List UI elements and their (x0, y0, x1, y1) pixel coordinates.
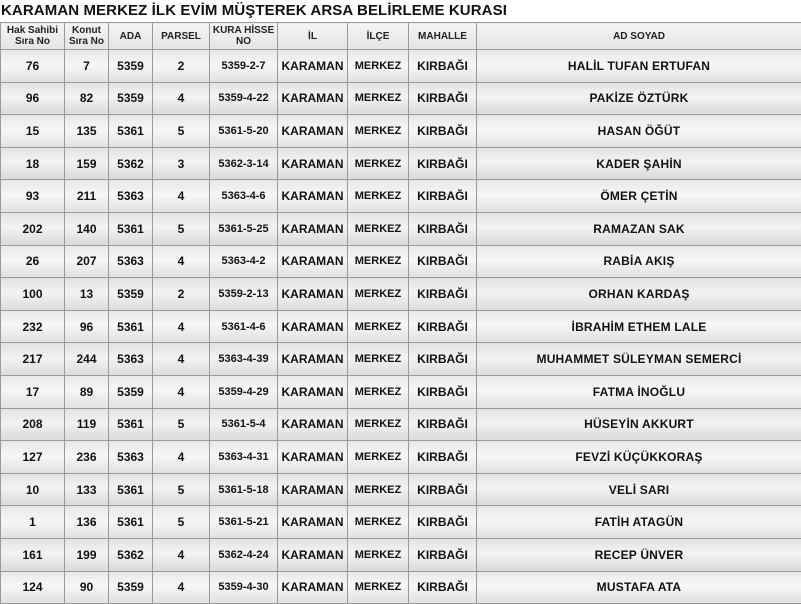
table-row (1, 212, 801, 245)
cell-ada: 5361 (109, 473, 153, 506)
cell-ilce: MERKEZ (348, 473, 409, 506)
header-label-line1: Hak Sahibi (7, 25, 58, 36)
cell-il: KARAMAN (278, 408, 348, 441)
cell-mahalle: KIRBAĞI (409, 538, 477, 571)
cell-konut-sira-no: 119 (65, 408, 109, 441)
cell-kura-hisse-no: 5361-5-20 (210, 115, 278, 148)
cell-hak-sahibi-sira-no: 76 (1, 50, 65, 83)
cell-il: KARAMAN (278, 278, 348, 311)
cell-il: KARAMAN (278, 310, 348, 343)
cell-ad-soyad: MUHAMMET SÜLEYMAN SEMERCİ (477, 343, 801, 376)
cell-mahalle: KIRBAĞI (409, 310, 477, 343)
cell-ilce: MERKEZ (348, 82, 409, 115)
header-label-line1: Konut (72, 25, 101, 36)
table-row (1, 473, 801, 506)
cell-ad-soyad: KADER ŞAHİN (477, 147, 801, 180)
cell-il: KARAMAN (278, 441, 348, 474)
header-mahalle (409, 23, 477, 50)
table-row (1, 245, 801, 278)
cell-kura-hisse-no: 5359-2-7 (210, 50, 278, 83)
cell-hak-sahibi-sira-no: 100 (1, 278, 65, 311)
table-row (1, 82, 801, 115)
document-title: KARAMAN MERKEZ İLK EVİM MÜŞTEREK ARSA BELİRLEME KURASI (0, 0, 801, 22)
header-label-line1: İLÇE (367, 31, 390, 42)
cell-parsel: 4 (153, 343, 210, 376)
header-label-line2: Sıra No (15, 36, 50, 47)
cell-kura-hisse-no: 5361-5-18 (210, 473, 278, 506)
header-ad-soyad (477, 23, 801, 50)
cell-hak-sahibi-sira-no: 17 (1, 375, 65, 408)
header-label-line2: NO (236, 36, 251, 47)
table-row (1, 343, 801, 376)
header-hak-sahibi-sira-no (1, 23, 65, 50)
cell-parsel: 3 (153, 147, 210, 180)
cell-ada: 5359 (109, 278, 153, 311)
cell-ilce: MERKEZ (348, 408, 409, 441)
cell-ad-soyad: ÖMER ÇETİN (477, 180, 801, 213)
cell-il: KARAMAN (278, 375, 348, 408)
table-row (1, 310, 801, 343)
cell-parsel: 4 (153, 571, 210, 604)
cell-konut-sira-no: 211 (65, 180, 109, 213)
cell-ad-soyad: FATİH ATAGÜN (477, 506, 801, 539)
cell-kura-hisse-no: 5363-4-2 (210, 245, 278, 278)
cell-ilce: MERKEZ (348, 180, 409, 213)
cell-mahalle: KIRBAĞI (409, 506, 477, 539)
cell-parsel: 4 (153, 310, 210, 343)
cell-hak-sahibi-sira-no: 15 (1, 115, 65, 148)
cell-hak-sahibi-sira-no: 26 (1, 245, 65, 278)
cell-mahalle: KIRBAĞI (409, 115, 477, 148)
header-ada (109, 23, 153, 50)
cell-kura-hisse-no: 5362-4-24 (210, 538, 278, 571)
cell-kura-hisse-no: 5359-4-30 (210, 571, 278, 604)
cell-ilce: MERKEZ (348, 506, 409, 539)
cell-kura-hisse-no: 5361-5-21 (210, 506, 278, 539)
cell-hak-sahibi-sira-no: 18 (1, 147, 65, 180)
cell-konut-sira-no: 140 (65, 212, 109, 245)
cell-parsel: 2 (153, 50, 210, 83)
cell-mahalle: KIRBAĞI (409, 212, 477, 245)
table-row (1, 441, 801, 474)
header-kura-hisse-no (210, 23, 278, 50)
table-row (1, 278, 801, 311)
table-row (1, 180, 801, 213)
cell-parsel: 2 (153, 278, 210, 311)
cell-ada: 5361 (109, 212, 153, 245)
cell-hak-sahibi-sira-no: 10 (1, 473, 65, 506)
cell-ilce: MERKEZ (348, 278, 409, 311)
cell-il: KARAMAN (278, 473, 348, 506)
cell-konut-sira-no: 7 (65, 50, 109, 83)
header-label-line1: AD SOYAD (613, 31, 665, 42)
cell-konut-sira-no: 96 (65, 310, 109, 343)
cell-ad-soyad: HÜSEYİN AKKURT (477, 408, 801, 441)
cell-ad-soyad: RABİA AKIŞ (477, 245, 801, 278)
cell-konut-sira-no: 82 (65, 82, 109, 115)
header-label-line1: İL (308, 31, 317, 42)
cell-hak-sahibi-sira-no: 124 (1, 571, 65, 604)
cell-ada: 5362 (109, 147, 153, 180)
table-row (1, 375, 801, 408)
header-label-line1: MAHALLE (418, 31, 467, 42)
cell-mahalle: KIRBAĞI (409, 408, 477, 441)
cell-parsel: 4 (153, 180, 210, 213)
cell-ilce: MERKEZ (348, 50, 409, 83)
cell-ada: 5359 (109, 50, 153, 83)
cell-ada: 5359 (109, 375, 153, 408)
cell-konut-sira-no: 135 (65, 115, 109, 148)
cell-ada: 5362 (109, 538, 153, 571)
table-row (1, 408, 801, 441)
cell-kura-hisse-no: 5359-2-13 (210, 278, 278, 311)
cell-hak-sahibi-sira-no: 217 (1, 343, 65, 376)
cell-ad-soyad: ORHAN KARDAŞ (477, 278, 801, 311)
cell-ada: 5361 (109, 115, 153, 148)
table-row (1, 50, 801, 83)
cell-ada: 5363 (109, 245, 153, 278)
cell-konut-sira-no: 236 (65, 441, 109, 474)
cell-ilce: MERKEZ (348, 147, 409, 180)
cell-ad-soyad: VELİ SARI (477, 473, 801, 506)
table-row (1, 506, 801, 539)
cell-parsel: 5 (153, 115, 210, 148)
cell-ad-soyad: MUSTAFA ATA (477, 571, 801, 604)
cell-mahalle: KIRBAĞI (409, 278, 477, 311)
cell-ada: 5359 (109, 571, 153, 604)
cell-il: KARAMAN (278, 343, 348, 376)
header-label-line1: PARSEL (161, 31, 201, 42)
cell-mahalle: KIRBAĞI (409, 571, 477, 604)
cell-kura-hisse-no: 5363-4-39 (210, 343, 278, 376)
cell-mahalle: KIRBAĞI (409, 473, 477, 506)
cell-ilce: MERKEZ (348, 310, 409, 343)
cell-konut-sira-no: 244 (65, 343, 109, 376)
cell-hak-sahibi-sira-no: 208 (1, 408, 65, 441)
cell-ad-soyad: İBRAHİM ETHEM LALE (477, 310, 801, 343)
cell-ilce: MERKEZ (348, 571, 409, 604)
cell-ad-soyad: FATMA İNOĞLU (477, 375, 801, 408)
cell-konut-sira-no: 133 (65, 473, 109, 506)
cell-ilce: MERKEZ (348, 245, 409, 278)
table-row (1, 115, 801, 148)
table-row (1, 538, 801, 571)
table-row (1, 571, 801, 604)
cell-konut-sira-no: 207 (65, 245, 109, 278)
table-row (1, 147, 801, 180)
cell-ilce: MERKEZ (348, 375, 409, 408)
cell-parsel: 5 (153, 473, 210, 506)
cell-ada: 5359 (109, 82, 153, 115)
cell-il: KARAMAN (278, 506, 348, 539)
cell-mahalle: KIRBAĞI (409, 147, 477, 180)
cell-ada: 5361 (109, 408, 153, 441)
cell-kura-hisse-no: 5363-4-31 (210, 441, 278, 474)
cell-mahalle: KIRBAĞI (409, 441, 477, 474)
cell-il: KARAMAN (278, 538, 348, 571)
cell-ilce: MERKEZ (348, 343, 409, 376)
header-label-line2: Sıra No (69, 36, 104, 47)
header-parsel (153, 23, 210, 50)
header-label-line1: KURA HİSSE (213, 25, 274, 36)
cell-konut-sira-no: 90 (65, 571, 109, 604)
cell-konut-sira-no: 199 (65, 538, 109, 571)
cell-mahalle: KIRBAĞI (409, 50, 477, 83)
cell-ad-soyad: PAKİZE ÖZTÜRK (477, 82, 801, 115)
cell-kura-hisse-no: 5361-5-4 (210, 408, 278, 441)
cell-ilce: MERKEZ (348, 212, 409, 245)
cell-hak-sahibi-sira-no: 232 (1, 310, 65, 343)
cell-ada: 5363 (109, 441, 153, 474)
cell-kura-hisse-no: 5359-4-29 (210, 375, 278, 408)
cell-ad-soyad: FEVZİ KÜÇÜKKORAŞ (477, 441, 801, 474)
cell-il: KARAMAN (278, 245, 348, 278)
cell-kura-hisse-no: 5361-5-25 (210, 212, 278, 245)
cell-ada: 5361 (109, 506, 153, 539)
cell-konut-sira-no: 89 (65, 375, 109, 408)
cell-mahalle: KIRBAĞI (409, 245, 477, 278)
cell-konut-sira-no: 159 (65, 147, 109, 180)
cell-konut-sira-no: 13 (65, 278, 109, 311)
cell-hak-sahibi-sira-no: 1 (1, 506, 65, 539)
cell-ilce: MERKEZ (348, 115, 409, 148)
cell-mahalle: KIRBAĞI (409, 180, 477, 213)
cell-parsel: 4 (153, 441, 210, 474)
cell-il: KARAMAN (278, 82, 348, 115)
results-table (0, 22, 801, 604)
cell-ad-soyad: RAMAZAN SAK (477, 212, 801, 245)
cell-il: KARAMAN (278, 115, 348, 148)
cell-hak-sahibi-sira-no: 96 (1, 82, 65, 115)
cell-ilce: MERKEZ (348, 538, 409, 571)
table-header-row (1, 23, 801, 50)
cell-kura-hisse-no: 5359-4-22 (210, 82, 278, 115)
cell-mahalle: KIRBAĞI (409, 343, 477, 376)
cell-ilce: MERKEZ (348, 441, 409, 474)
table-body (1, 50, 801, 604)
cell-mahalle: KIRBAĞI (409, 82, 477, 115)
cell-parsel: 5 (153, 212, 210, 245)
cell-hak-sahibi-sira-no: 127 (1, 441, 65, 474)
cell-mahalle: KIRBAĞI (409, 375, 477, 408)
cell-parsel: 4 (153, 245, 210, 278)
cell-parsel: 4 (153, 538, 210, 571)
cell-ada: 5361 (109, 310, 153, 343)
cell-ada: 5363 (109, 343, 153, 376)
header-konut-sira-no (65, 23, 109, 50)
cell-kura-hisse-no: 5361-4-6 (210, 310, 278, 343)
cell-ad-soyad: RECEP ÜNVER (477, 538, 801, 571)
cell-hak-sahibi-sira-no: 93 (1, 180, 65, 213)
cell-parsel: 4 (153, 82, 210, 115)
cell-il: KARAMAN (278, 147, 348, 180)
cell-ad-soyad: HALİL TUFAN ERTUFAN (477, 50, 801, 83)
header-ilce (348, 23, 409, 50)
cell-ad-soyad: HASAN ÖĞÜT (477, 115, 801, 148)
cell-hak-sahibi-sira-no: 161 (1, 538, 65, 571)
cell-il: KARAMAN (278, 180, 348, 213)
cell-konut-sira-no: 136 (65, 506, 109, 539)
cell-il: KARAMAN (278, 571, 348, 604)
header-il (278, 23, 348, 50)
cell-kura-hisse-no: 5362-3-14 (210, 147, 278, 180)
cell-parsel: 4 (153, 375, 210, 408)
header-label-line1: ADA (120, 31, 142, 42)
cell-parsel: 5 (153, 408, 210, 441)
cell-hak-sahibi-sira-no: 202 (1, 212, 65, 245)
cell-ada: 5363 (109, 180, 153, 213)
cell-parsel: 5 (153, 506, 210, 539)
cell-il: KARAMAN (278, 50, 348, 83)
cell-kura-hisse-no: 5363-4-6 (210, 180, 278, 213)
cell-il: KARAMAN (278, 212, 348, 245)
